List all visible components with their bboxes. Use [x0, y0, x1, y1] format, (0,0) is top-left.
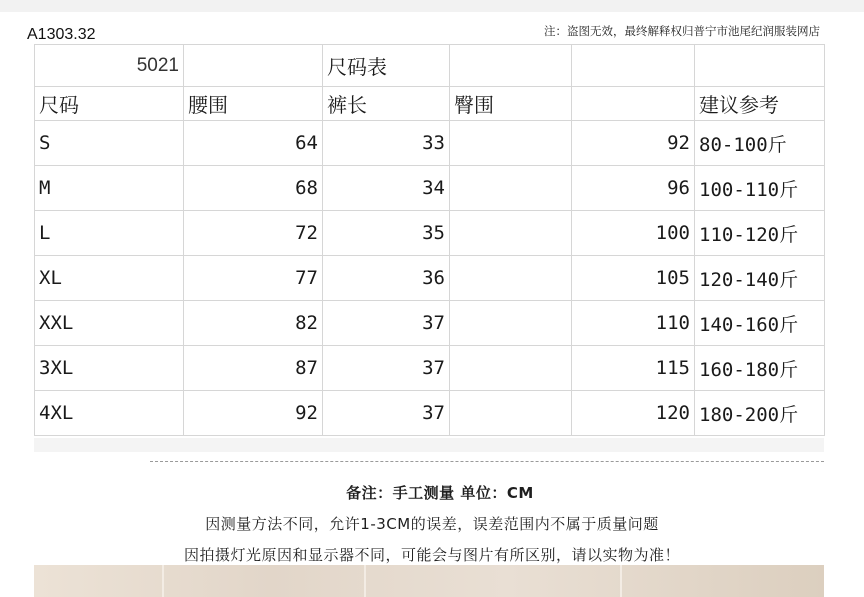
header-hip: 臀围: [450, 87, 572, 121]
dashed-divider: [150, 461, 824, 462]
cell-reference: 80-100斤: [695, 121, 825, 166]
cell-waist: 92: [184, 391, 323, 436]
table-title: 尺码表: [323, 45, 450, 87]
cell-waist: 87: [184, 346, 323, 391]
cell-reference: 160-180斤: [695, 346, 825, 391]
cell-hip: 100: [572, 211, 695, 256]
cell-hip: 96: [572, 166, 695, 211]
cell-length: 37: [323, 346, 450, 391]
cell-length: 35: [323, 211, 450, 256]
product-photo-strip: [34, 565, 824, 597]
cell-length: 37: [323, 301, 450, 346]
copyright-notice: 注：盗图无效，最终解释权归普宁市池尾纪润服装网店: [544, 24, 820, 38]
header-row: [35, 87, 825, 121]
cell-size: XXL: [35, 301, 184, 346]
cell-size: XL: [35, 256, 184, 301]
header-size: 尺码: [35, 87, 184, 121]
table-title-row: [35, 45, 825, 87]
table-row: [35, 301, 825, 346]
table-row: [35, 211, 825, 256]
note-color-difference: 因拍摄灯光原因和显示器不同，可能会与图片有所区别，请以实物为准！: [183, 546, 680, 564]
cell-hip: 120: [572, 391, 695, 436]
model-number: 5021: [35, 45, 184, 87]
cell-waist: 68: [184, 166, 323, 211]
cell-hip: 105: [572, 256, 695, 301]
notes-block: [0, 478, 864, 571]
table-row: [35, 256, 825, 301]
cell-reference: 180-200斤: [695, 391, 825, 436]
header-waist: 腰围: [184, 87, 323, 121]
cell-length: 37: [323, 391, 450, 436]
table-bottom-strip: [34, 438, 824, 452]
header-reference: 建议参考: [695, 87, 825, 121]
table-row: [35, 346, 825, 391]
cell-length: 34: [323, 166, 450, 211]
table-row: [35, 121, 825, 166]
cell-hip: 115: [572, 346, 695, 391]
cell-waist: 72: [184, 211, 323, 256]
size-chart: [34, 44, 824, 436]
cell-size: M: [35, 166, 184, 211]
cell-length: 36: [323, 256, 450, 301]
cell-waist: 77: [184, 256, 323, 301]
cell-waist: 82: [184, 301, 323, 346]
cell-waist: 64: [184, 121, 323, 166]
product-code: A1303.32: [27, 26, 96, 43]
top-strip: [0, 0, 864, 12]
cell-reference: 100-110斤: [695, 166, 825, 211]
size-table: [34, 44, 825, 436]
cell-reference: 140-160斤: [695, 301, 825, 346]
header-length: 裤长: [323, 87, 450, 121]
note-measurement: 备注：手工测量 单位：CM: [346, 484, 534, 502]
table-row: [35, 166, 825, 211]
note-tolerance: 因测量方法不同，允许1-3CM的误差，误差范围内不属于质量问题: [205, 515, 659, 533]
cell-size: L: [35, 211, 184, 256]
cell-size: S: [35, 121, 184, 166]
cell-hip: 92: [572, 121, 695, 166]
cell-length: 33: [323, 121, 450, 166]
cell-hip: 110: [572, 301, 695, 346]
cell-reference: 120-140斤: [695, 256, 825, 301]
cell-size: 3XL: [35, 346, 184, 391]
cell-reference: 110-120斤: [695, 211, 825, 256]
cell-size: 4XL: [35, 391, 184, 436]
table-row: [35, 391, 825, 436]
